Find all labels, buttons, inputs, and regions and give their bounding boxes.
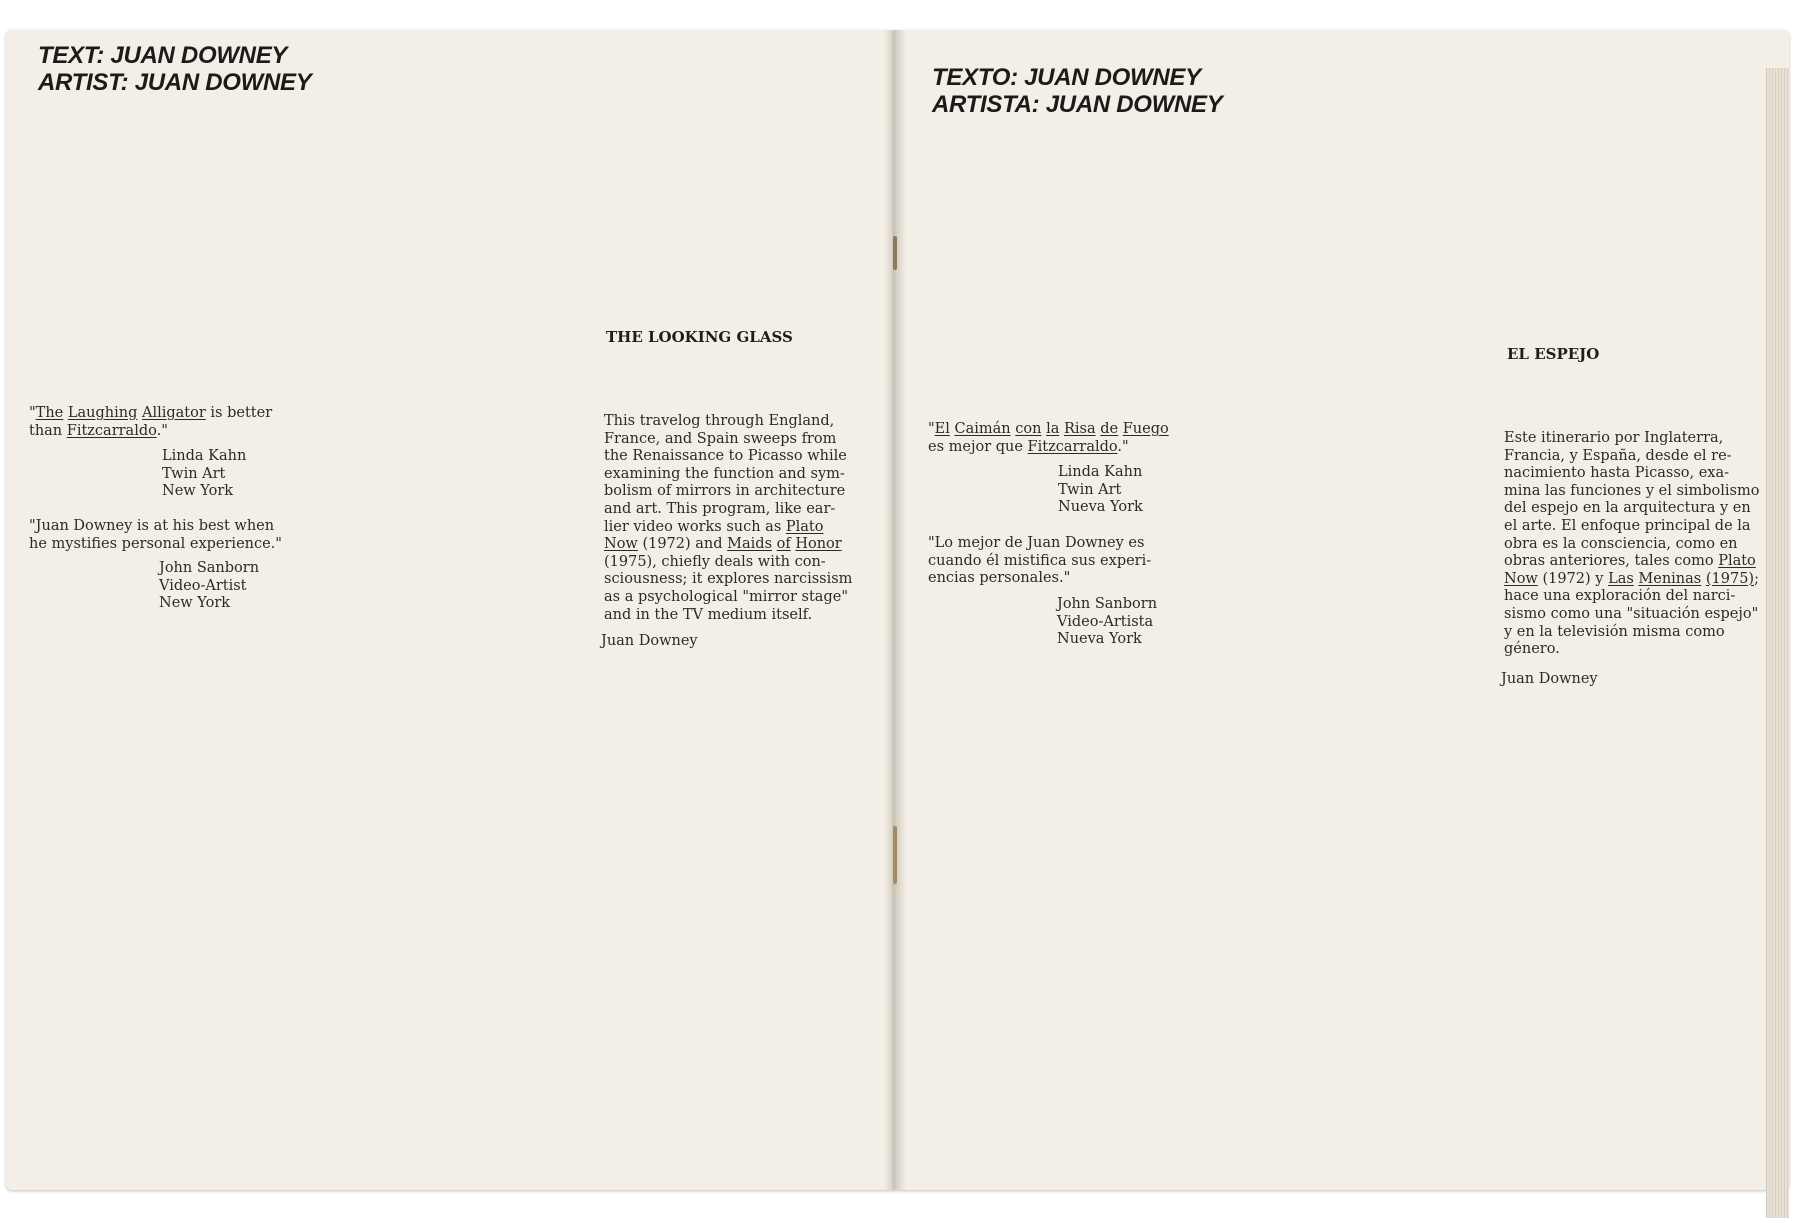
right-section-title: EL ESPEJO [1507, 345, 1600, 363]
left-heading-line1: TEXT: JUAN DOWNEY [38, 42, 288, 69]
title-word: con [1015, 421, 1042, 437]
right-quote-1-attribution [1058, 464, 1143, 517]
title-word: Now [1504, 570, 1538, 587]
left-body-signature: Juan Downey [601, 633, 698, 649]
title-word: Maids [727, 536, 773, 553]
attribution-org: Video-Artist [159, 577, 247, 594]
left-heading-line2: ARTIST: JUAN DOWNEY [38, 69, 312, 96]
attribution-org: Twin Art [1058, 481, 1122, 498]
right-body-text: Este itinerario por Inglaterra, Francia, y España, desde el re- nacimiento hasta Picasso, exa- mina las funciones y el simbolismo del espejo en la arquitectura y en el arte. El enfoque principal de la obra es la consciencia, como en obras anteriores, tales como Plato Now (1972) y Las Meninas (1975); hace una exploración del narci- sismo como una "situación espejo" y en la televisión misma como género. [1504, 430, 1760, 658]
title-word: Alligator [141, 405, 206, 421]
left-quote-1-attribution [162, 448, 246, 501]
right-quote-1-line2: es mejor que Fitzcarraldo." [928, 438, 1129, 455]
title-word: (1975) [1705, 570, 1755, 587]
attribution-org: Video-Artista [1057, 613, 1154, 630]
left-quote-2-line1: "Juan Downey is at his best when [29, 518, 275, 534]
title-word: Now [604, 536, 638, 553]
right-heading [932, 64, 1222, 118]
right-quote-1 [928, 421, 1198, 456]
attribution-name: Linda Kahn [1058, 464, 1143, 480]
left-quote-1-line2: than Fitzcarraldo." [29, 422, 168, 439]
staple-top [893, 236, 897, 270]
left-quote-1-line1: "The Laughing Alligator is better [29, 405, 273, 421]
title-word: Risa [1063, 421, 1096, 437]
left-body-text: This travelog through England, France, and Spain sweeps from the Renaissance to Picasso while examining the function and sym- bolism of mirrors in architecture and art. This program, like ear- lier video works such as Plato Now (1972) and Maids of Honor (1975), chiefly deals with con- sciousness; it explores narcissism as a psychological "mirror stage" and in the TV medium itself. [604, 413, 853, 623]
attribution-org: Twin Art [162, 465, 226, 482]
title-word: la [1046, 421, 1060, 437]
staple-bottom [893, 826, 897, 884]
title-word: Plato [1718, 553, 1756, 570]
left-section-title: THE LOOKING GLASS [606, 328, 793, 346]
attribution-city: Nueva York [1057, 631, 1142, 648]
left-quote-2-attribution [159, 560, 259, 613]
title-word: de [1100, 421, 1119, 437]
title-word: Honor [795, 536, 842, 553]
attribution-city: New York [162, 483, 234, 500]
title-word: El [934, 421, 950, 437]
book-gutter [884, 30, 906, 1190]
attribution-city: New York [159, 595, 231, 612]
attribution-name: John Sanborn [1057, 596, 1158, 612]
title-word: Laughing [67, 405, 138, 421]
left-quote-2-line2: he mystifies personal experience." [29, 535, 282, 552]
left-quote-2 [29, 518, 282, 553]
right-heading-line1: TEXTO: JUAN DOWNEY [932, 64, 1201, 91]
right-quote-2: "Lo mejor de Juan Downey es cuando él mistifica sus experi- encias personales." [928, 535, 1152, 587]
left-heading [38, 42, 311, 96]
right-quote-1-line1: "El Caimán con la Risa de Fuego [928, 421, 1169, 437]
title-word: of [776, 536, 791, 553]
attribution-name: Linda Kahn [162, 448, 247, 464]
page-edges [1766, 68, 1789, 1218]
attribution-name: John Sanborn [159, 560, 260, 576]
attribution-city: Nueva York [1058, 499, 1143, 516]
title-word: Fitzcarraldo [1027, 438, 1118, 455]
title-word: Plato [785, 518, 824, 535]
title-word: Fuego [1122, 421, 1169, 437]
title-word: The [35, 405, 64, 421]
title-word: Meninas [1638, 570, 1702, 587]
title-word: Caimán [954, 421, 1011, 437]
right-heading-line2: ARTISTA: JUAN DOWNEY [932, 91, 1223, 118]
right-quote-2-attribution [1057, 596, 1157, 649]
left-quote-1 [29, 405, 294, 440]
right-body-signature: Juan Downey [1501, 671, 1598, 687]
title-word: Las [1608, 570, 1634, 587]
title-word: Fitzcarraldo [66, 422, 157, 439]
